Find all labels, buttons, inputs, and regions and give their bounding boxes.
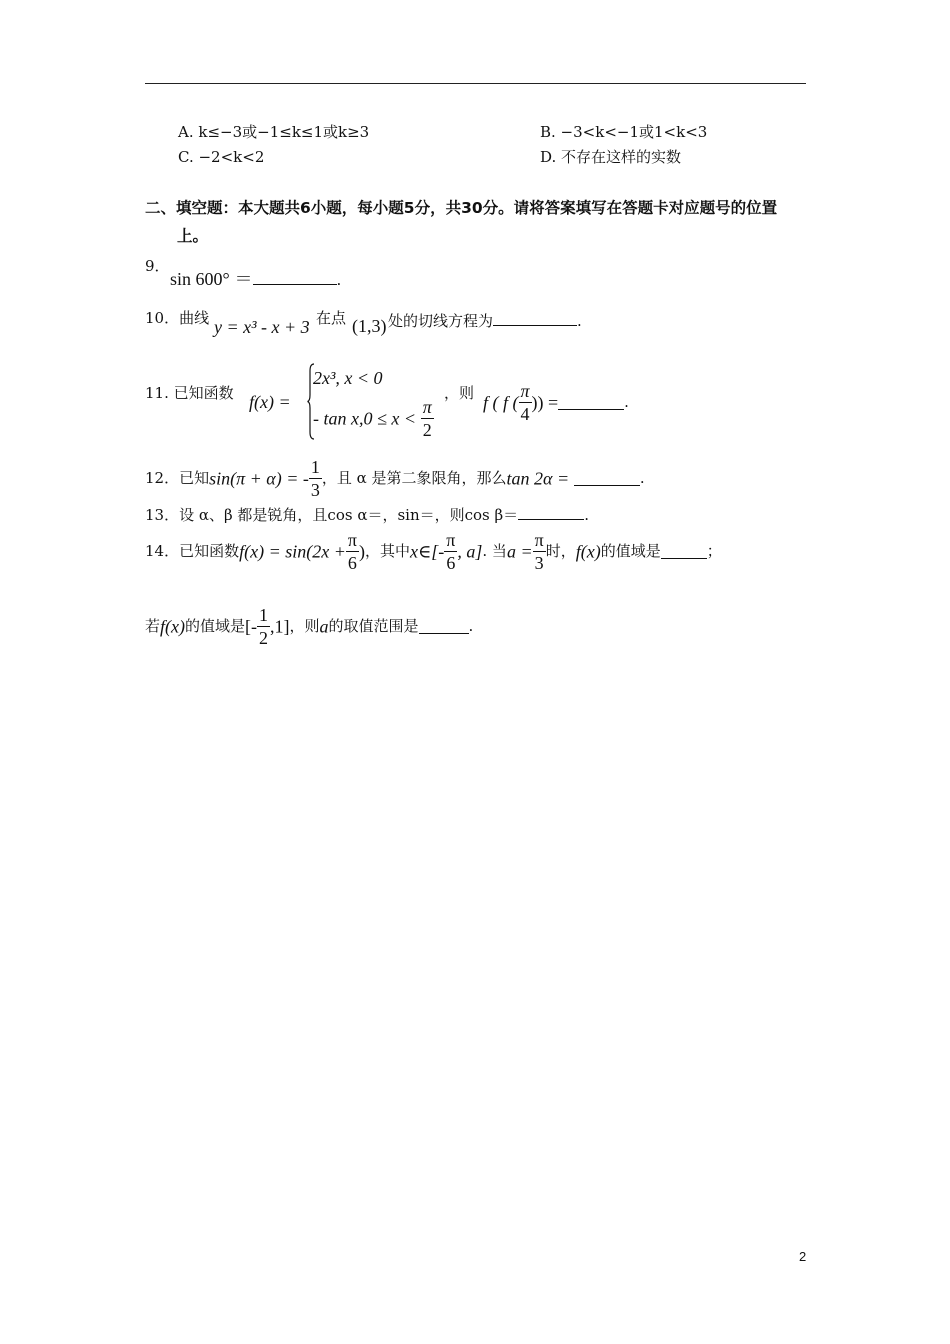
header-rule: [145, 83, 806, 84]
q12-mid: ，且 α 是第二象限角，那么: [321, 469, 507, 487]
q14-line2-mid2: ，则: [289, 617, 320, 635]
q14-dom-num: π: [446, 530, 456, 550]
q14-mid2: . 当: [482, 542, 507, 560]
q14-line1: [145, 531, 722, 572]
q14-dom-den: 6: [446, 553, 456, 573]
q11-case1-wrap: [313, 369, 383, 387]
q9-answer-blank[interactable]: [253, 270, 337, 285]
option-b: B. −3<k<−1或1<k<3: [540, 123, 708, 141]
q14-mid3: 时，: [545, 542, 576, 560]
q11-case2-fraction: [421, 398, 434, 439]
q10-mid: 在点: [316, 309, 347, 327]
q14-expr-pre: f(x) = sin(2x +: [239, 541, 346, 562]
q14-line2-tail: 的取值范围是: [328, 617, 419, 635]
q12-number: 12．已知: [145, 469, 210, 487]
q11-mid: ，则: [444, 384, 475, 402]
q14-line2-mid: 的值域是: [185, 617, 246, 635]
q12-den: 3: [310, 480, 320, 500]
q14-dom-post: , a]: [457, 541, 483, 562]
q14-line2: [145, 606, 473, 647]
q14-tail: 的值域是: [600, 542, 661, 560]
q14-range-den: 2: [259, 628, 269, 648]
q12-answer-blank[interactable]: [574, 471, 640, 486]
q9-eq: ＝: [234, 269, 253, 289]
q12-wrap: [145, 458, 645, 499]
q11-case2-den: 2: [422, 420, 432, 440]
q14-expr-num: π: [347, 530, 357, 550]
q11-ask-den: 4: [520, 404, 530, 424]
q14-range-num: 1: [259, 605, 269, 625]
section-heading-line1: 二、填空题：本大题共6小题，每小题5分，共30分。请将答案填写在答题卡对应题号的位置: [145, 199, 778, 217]
q13-wrap: [145, 505, 589, 523]
q10-point: (1,3): [352, 316, 387, 336]
q11-case2-wrap: [313, 398, 434, 439]
q14-line2-pre: 若: [145, 617, 161, 635]
q14-range-fraction: [257, 606, 270, 647]
page-number: 2: [799, 1249, 807, 1264]
q11-case2-pre: - tan x,0 ≤ x <: [313, 408, 416, 429]
q14-a-den: 3: [534, 553, 544, 573]
q10-number: 10．曲线: [145, 309, 210, 327]
q14-fx: f(x): [575, 541, 601, 562]
q14-dom-fraction: [444, 531, 457, 572]
q10-end: .: [577, 312, 582, 330]
q9-expr: sin 600°: [170, 269, 230, 289]
q9-end: .: [336, 271, 342, 289]
q11-lhs: f(x) =: [249, 392, 291, 412]
q11-ask-pre: f ( f (: [483, 392, 519, 413]
q10-curve: y = x³ - x + 3: [214, 317, 310, 337]
q11-number: 11. 已知函数: [145, 384, 234, 402]
q12-end: .: [639, 469, 645, 487]
q14-line2-a: a: [319, 616, 329, 637]
q14-number: 14．已知函数: [145, 542, 240, 560]
section-heading-line2: 上。: [177, 227, 209, 245]
q11-ask-num: π: [520, 381, 530, 401]
q14-line2-end: .: [468, 617, 474, 635]
q10-point-wrap: [352, 317, 387, 335]
q14-range-pre: [-: [245, 616, 258, 637]
q14-a-num: π: [534, 530, 544, 550]
q10-expr: [214, 318, 310, 336]
q14-range-post: ,1]: [270, 616, 290, 637]
q14-end: ；: [706, 542, 722, 560]
q11-end: .: [624, 393, 629, 411]
q11-case1: 2x³, x < 0: [313, 368, 383, 388]
q14-a-pre: a =: [506, 541, 533, 562]
q14-answer-blank-2[interactable]: [419, 619, 469, 634]
q9-body: [170, 270, 341, 288]
q10-tail-wrap: [388, 311, 582, 329]
q12-num: 1: [310, 457, 320, 477]
q11-ask-fraction: [519, 382, 532, 423]
q12-expr: sin(π + α) = -: [209, 468, 309, 489]
q14-a-fraction: [533, 531, 546, 572]
q14-mid1: ，其中: [364, 542, 410, 560]
q14-expr-fraction: [346, 531, 359, 572]
option-a: A. k≤−3或−1≤k≤1或k≥3: [178, 123, 370, 141]
q14-answer-blank-1[interactable]: [661, 544, 707, 559]
q11-ask-wrap: [483, 382, 629, 423]
section-heading: [145, 194, 810, 250]
q11-ask-post: )) =: [531, 392, 559, 413]
q13-answer-blank[interactable]: [518, 505, 584, 520]
q14-dom-pre: x∈[-: [409, 541, 445, 562]
option-c: C. −2<k<2: [178, 148, 265, 166]
q14-expr-den: 6: [347, 553, 357, 573]
q12-fraction: [309, 458, 322, 499]
q14-expr-post: ): [358, 541, 365, 562]
q11-case2-num: π: [422, 397, 432, 417]
q11-answer-blank[interactable]: [558, 395, 624, 410]
q13-end: .: [584, 506, 589, 524]
q11-lhs-wrap: [249, 393, 291, 411]
q13-text: 13．设 α、β 都是锐角，且cos α＝，sin＝，则cos β＝: [145, 506, 519, 524]
q9-number: 9．: [145, 257, 170, 275]
q10-answer-blank[interactable]: [493, 311, 577, 326]
option-d: D. 不存在这样的实数: [540, 148, 682, 166]
q14-line2-fx: f(x): [160, 616, 185, 637]
q10-tail: 处的切线方程为: [388, 312, 494, 330]
q12-ask: tan 2α =: [506, 468, 570, 489]
